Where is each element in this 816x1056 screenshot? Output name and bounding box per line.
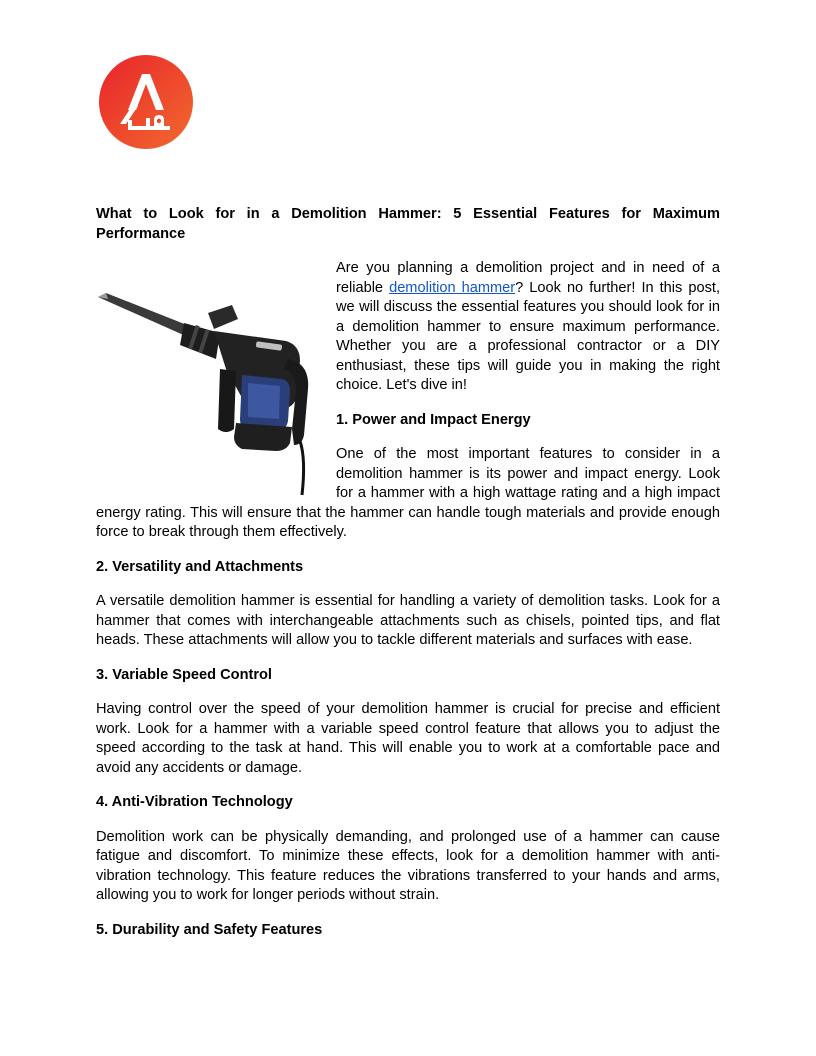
section-heading-anti-vibration: 4. Anti-Vibration Technology [96, 794, 293, 810]
intro-text-after: ? Look no further! In this post, we will discuss the essential features you should look for in a demolition hammer to ensure maximum performance. Whether you are a professional contractor or a DIY enthusiast, these tips will guide you in making the right choice. Let's dive in! [336, 279, 720, 393]
section-body-speed: Having control over the speed of your demolition hammer is crucial for precise and efficient work. Look for a hammer with a variable speed control feature that allows you to adjust the speed according to the task at hand. This will enable you to work at a comfortable pace and avoid any accidents or damage. [96, 701, 720, 776]
demolition-hammer-image [96, 259, 314, 497]
section-heading-versatility: 2. Versatility and Attachments [96, 558, 304, 575]
brand-logo [98, 54, 194, 150]
section-heading-speed: 3. Variable Speed Control [96, 666, 272, 683]
demolition-hammer-link[interactable]: demolition hammer [389, 279, 516, 296]
section-body-power: One of the most important features to consider in a demolition hammer is its power and impact energy. Look for a hammer with a high wattage rating and a high impact energy rating. This will ensure that the hammer can handle tough materials and provide enough force to break through them effectively. [96, 446, 720, 540]
article-title: What to Look for in a Demolition Hammer: 5 Essential Features for Maximum Performance [96, 206, 720, 242]
article-body [96, 205, 720, 955]
section-heading-durability: 5. Durability and Safety Features [96, 921, 323, 938]
section-body-versatility: A versatile demolition hammer is essential for handling a variety of demolition tasks. Look for a hammer that comes with interchangeable attachments such as chisels, pointed tips, and flat heads. These attachments will allow you to tackle different materials and surfaces with ease. [96, 593, 720, 648]
section-heading-power: 1. Power and Impact Energy [336, 411, 531, 428]
intro-text-before: Are you planning a demolition project and in need of a reliable [336, 260, 720, 296]
section-body-anti-vibration: Demolition work can be physically demanding, and prolonged use of a hammer can cause fatigue and discomfort. To minimize these effects, look for a demolition hammer with anti-vibration technology. This feature reduces the vibrations transferred to your hands and arms, allowing you to work for longer periods without strain. [96, 828, 720, 903]
